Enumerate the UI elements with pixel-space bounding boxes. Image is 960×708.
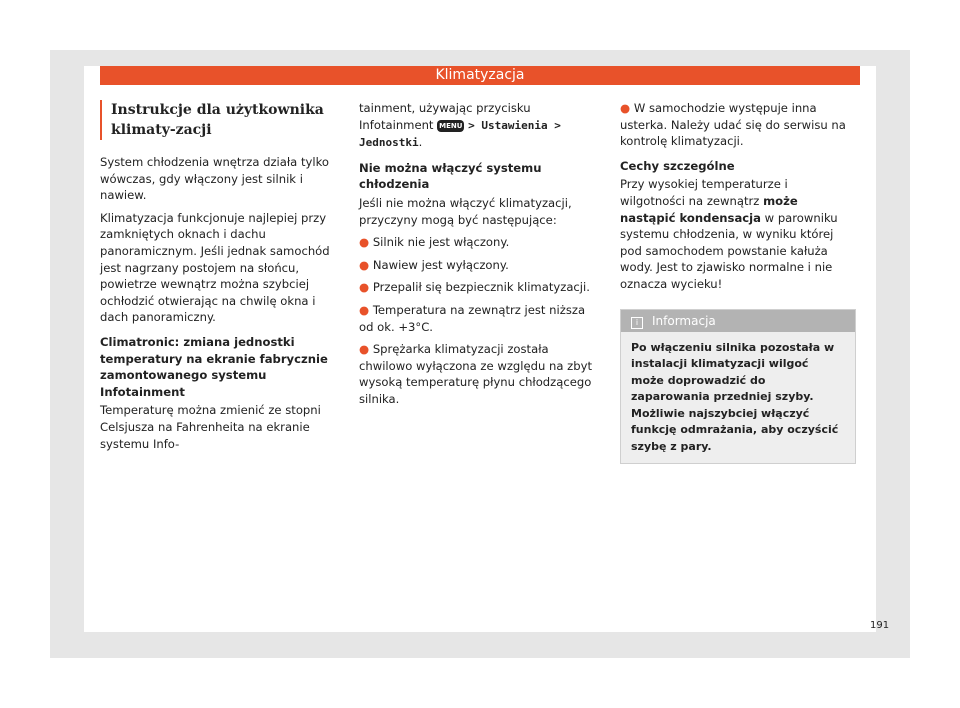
list-item-text: Silnik nie jest włączony. xyxy=(372,235,510,250)
list-item xyxy=(359,341,595,407)
column-3 xyxy=(620,100,856,464)
paragraph: Jeśli nie można włączyć klimatyzacji, przyczyny mogą być następujące: xyxy=(359,195,572,227)
paragraph-end: . xyxy=(418,135,423,150)
list-item xyxy=(359,302,595,335)
paragraph: System chłodzenia wnętrza działa tylko wówczas, gdy włączony jest silnik i nawiew. xyxy=(100,155,329,203)
bullet-icon: ● xyxy=(359,280,370,295)
page-number: 191 xyxy=(870,620,890,631)
bullet-icon: ● xyxy=(359,302,370,317)
paragraph-text: w parowniku systemu chłodzenia, w wyniku której pod samochodem powstanie kałuża wody. Jest to zjawisko normalne i nie oznacza wycieku! xyxy=(620,210,838,291)
bullet-icon: ● xyxy=(359,257,370,272)
info-box-header xyxy=(621,310,855,332)
info-box-title: Informacja xyxy=(652,313,716,328)
paragraph-text: Przy wysokiej temperaturze i wilgotności na zewnątrz xyxy=(620,177,788,208)
paragraph: Temperaturę można zmienić ze stopni Celsjusza na Fahrenheita na ekranie systemu Info- xyxy=(100,403,321,451)
list-item-text: Nawiew jest wyłączony. xyxy=(372,257,509,272)
menu-button-icon: MENU xyxy=(439,121,463,130)
section-heading: Instrukcje dla użytkownika klimaty-zacji xyxy=(100,100,336,140)
list-item xyxy=(620,100,856,150)
list-item-text: W samochodzie występuje inna usterka. Należy udać się do serwisu na kontrolę klimatyzacji. xyxy=(620,101,846,149)
paragraph-continued xyxy=(359,100,595,152)
paragraph xyxy=(620,176,856,292)
subheading: Climatronic: zmiana jednostki temperatury na ekranie fabrycznie zamontowanego systemu Infotainment xyxy=(100,334,328,399)
column-1 xyxy=(100,100,336,458)
subheading: Nie można włączyć systemu chłodzenia xyxy=(359,160,542,192)
chapter-header: Klimatyzacja xyxy=(100,66,860,85)
list-item-text: Sprężarka klimatyzacji została chwilowo wyłączona ze względu na zbyt wysoką temperaturę płynu chłodzącego silnika. xyxy=(359,342,593,406)
list-item xyxy=(359,257,595,274)
paragraph: Klimatyzacja funkcjonuje najlepiej przy zamkniętych oknach i dachu panoramicznym. Jeśli jednak samochód jest nagrzany postojem na słońcu, powietrze wewnątrz można szybciej ochłodzić otwierając na chwilę okna i dach panoramiczny. xyxy=(100,210,330,325)
bullet-icon: ● xyxy=(620,101,631,115)
list-item-text: Przepalił się bezpiecznik klimatyzacji. xyxy=(372,280,590,295)
column-2 xyxy=(359,100,595,414)
paragraph-emphasis: może nastąpić kondensacja xyxy=(620,193,798,225)
info-icon: i xyxy=(631,317,643,329)
list-item xyxy=(359,279,595,296)
paragraph-text: tainment, używając przycisku Infotainment xyxy=(359,101,531,132)
bullet-icon: ● xyxy=(359,235,370,250)
info-box xyxy=(620,309,856,465)
list-item-text: Temperatura na zewnątrz jest niższa od ok. +3°C. xyxy=(359,302,586,334)
bullet-icon: ● xyxy=(359,342,370,357)
list-item xyxy=(359,234,595,251)
menu-path: > Ustawienia > Jednostki xyxy=(359,118,561,150)
subheading: Cechy szczególne xyxy=(620,158,735,173)
info-box-text: Po włączeniu silnika pozostała w instalacji klimatyzacji wilgoć może doprowadzić do zaparowania przedniej szyby. Możliwie najszybciej włączyć funkcję odmrażania, aby oczyścić szybę z pary. xyxy=(631,340,839,453)
